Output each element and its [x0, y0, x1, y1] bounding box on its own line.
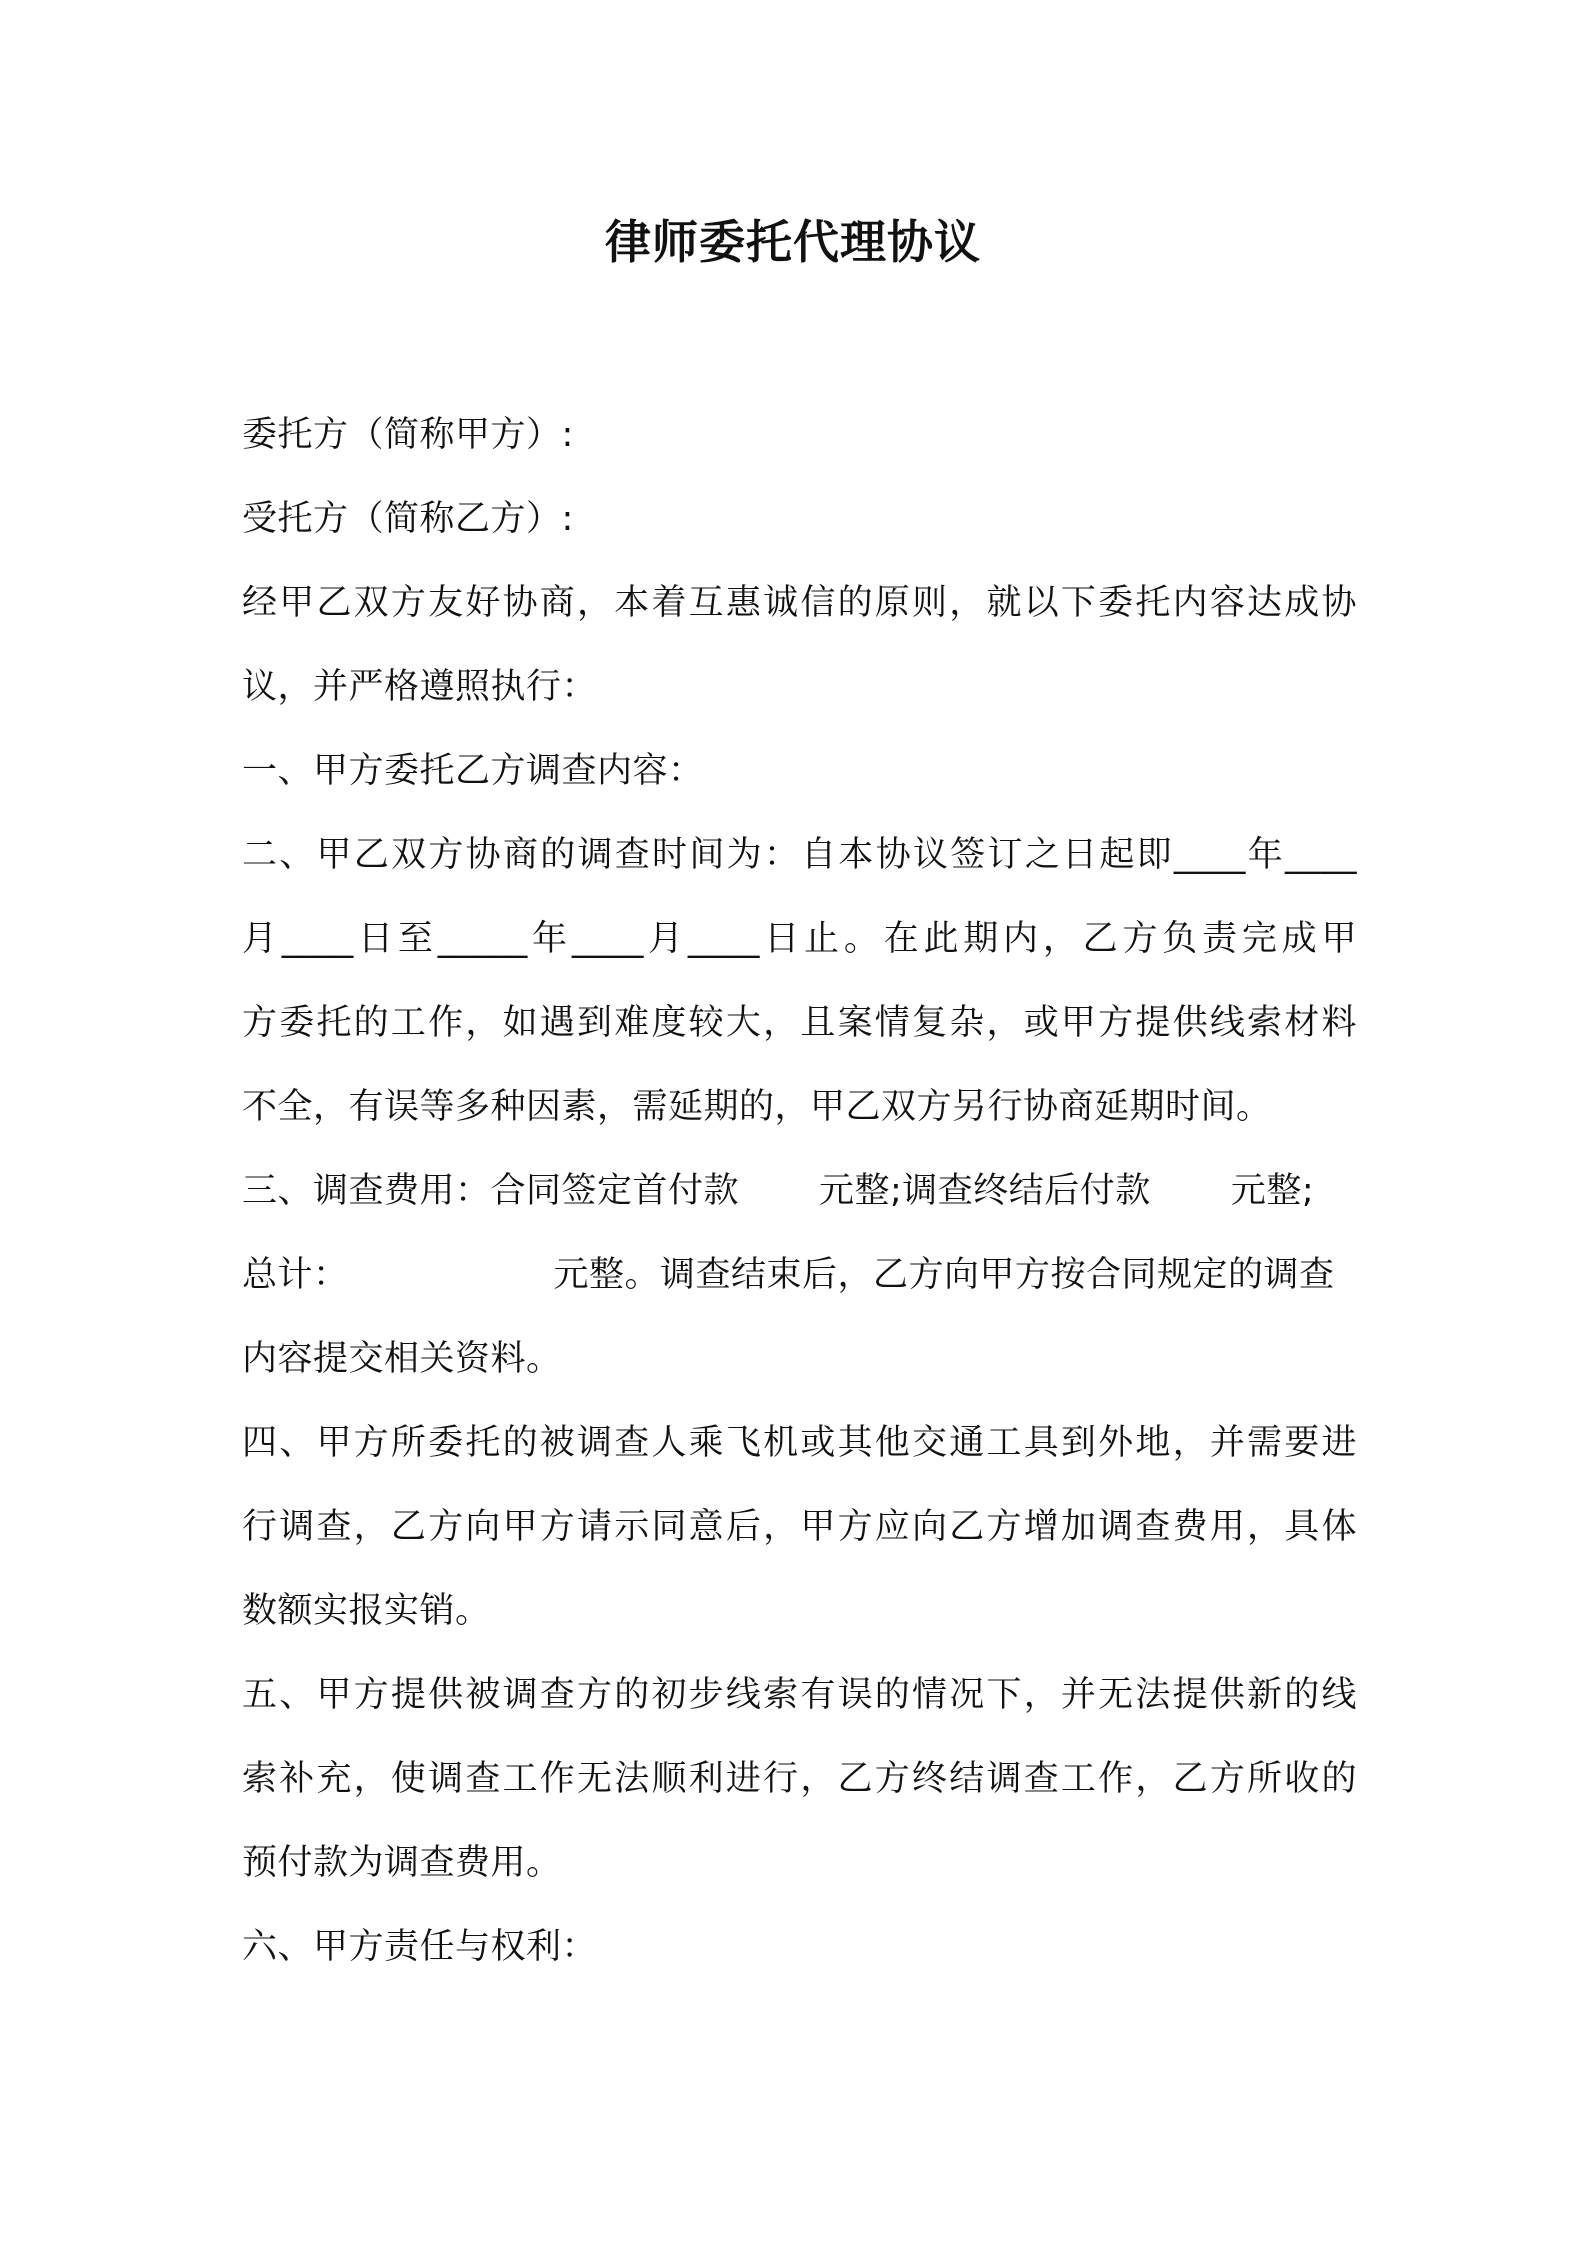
document-body [242, 407, 1357, 2003]
party-b-line: 受托方（简称乙方）: [242, 499, 574, 539]
party-a-line: 委托方（简称甲方）: [242, 415, 574, 455]
clause-3-text: 元整;调查终结后付款 [819, 1171, 1151, 1211]
document-title: 律师委托代理协议 [605, 215, 981, 269]
paragraph-line: 议，并严格遵照执行： [242, 667, 598, 707]
clause-6-line: 六、甲方责任与权利： [242, 1927, 598, 1967]
clause-1-line: 一、甲方委托乙方调查内容： [242, 751, 704, 791]
clause-3-text: 元整。调查结束后，乙方向甲方按合同规定的调查 [553, 1255, 1335, 1295]
clause-3-text: 元整; [1230, 1171, 1315, 1211]
clause-2-line: 不全，有误等多种因素，需延期的，甲乙双方另行协商延期时间。 [242, 1087, 1272, 1127]
clause-3-line [242, 1163, 1357, 1247]
clause-5-line: 五、甲方提供被调查方的初步线索有误的情况下，并无法提供新的线 [242, 1675, 1357, 1715]
clause-5-line: 预付款为调查费用。 [242, 1843, 562, 1883]
clause-5-line: 索补充，使调查工作无法顺利进行，乙方终结调查工作，乙方所收的 [242, 1759, 1357, 1799]
clause-2-line: 二、甲乙双方协商的调查时间为：自本协议签订之日起即____年____ [242, 835, 1357, 875]
clause-2-line: 月____日至_____年____月____日止。在此期内，乙方负责完成甲 [242, 919, 1357, 959]
clause-3-text: 总计： [242, 1255, 349, 1295]
clause-4-line: 四、甲方所委托的被调查人乘飞机或其他交通工具到外地，并需要进 [242, 1423, 1357, 1463]
clause-3-text: 三、调查费用：合同签定首付款 [242, 1171, 740, 1211]
paragraph-line: 经甲乙双方友好协商，本着互惠诚信的原则，就以下委托内容达成协 [242, 583, 1357, 623]
clause-3-line [242, 1247, 1357, 1331]
clause-3-line: 内容提交相关资料。 [242, 1339, 562, 1379]
clause-4-line: 行调查，乙方向甲方请示同意后，甲方应向乙方增加调查费用，具体 [242, 1507, 1357, 1547]
clause-4-line: 数额实报实销。 [242, 1591, 491, 1631]
clause-2-line: 方委托的工作，如遇到难度较大，且案情复杂，或甲方提供线索材料 [242, 1003, 1357, 1043]
